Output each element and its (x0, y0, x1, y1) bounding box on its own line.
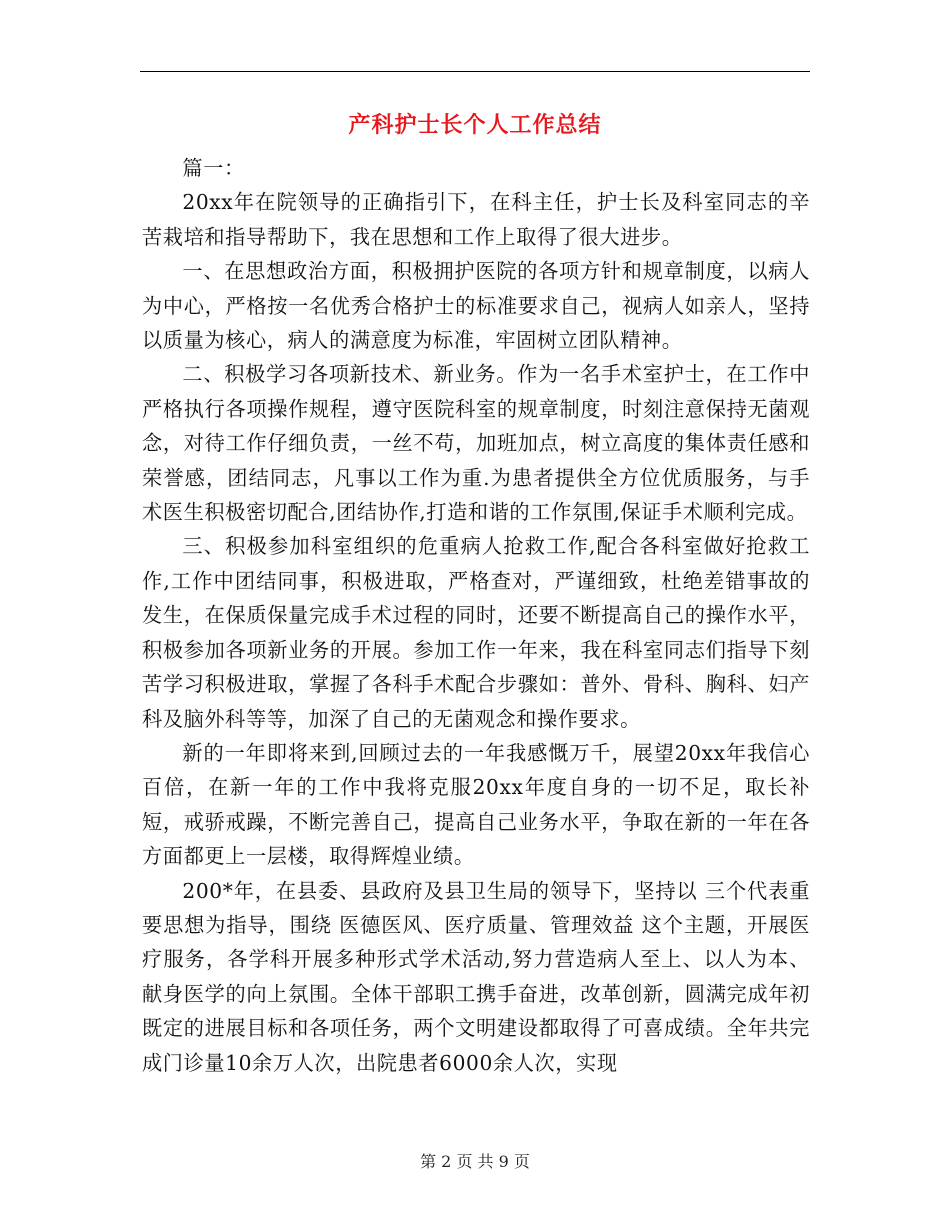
section-label: 篇一： (182, 156, 245, 180)
body-paragraph: 一、在思想政治方面，积极拥护医院的各项方针和规章制度，以病人为中心，严格按一名优秀合格护士的标准要求自己，视病人如亲人，坚持以质量为核心，病人的满意度为标准，牢固树立团队精神。 (142, 259, 810, 353)
body-paragraph: 20xx年在院领导的正确指引下，在科主任，护士长及科室同志的辛苦栽培和指导帮助下，我在思想和工作上取得了很大进步。 (142, 190, 810, 249)
body-paragraph: 新的一年即将来到,回顾过去的一年我感慨万千，展望20xx年我信心百倍，在新一年的工作中我将克服20xx年度自身的一切不足，取长补短，戒骄戒躁，不断完善自己，提高自己业务水平，争取在新的一年在各方面都更上一层楼，取得辉煌业绩。 (142, 740, 810, 869)
body-paragraph: 三、积极参加科室组织的危重病人抢救工作,配合各科室做好抢救工作,工作中团结同事，积极进取，严格查对，严谨细致，杜绝差错事故的发生，在保质保量完成手术过程的同时，还要不断提高自己的操作水平，积极参加各项新业务的开展。参加工作一年来，我在科室同志们指导下刻苦学习积极进取，掌握了各科手术配合步骤如：普外、骨科、胸科、妇产科及脑外科等等，加深了自己的无菌观念和操作要求。 (142, 534, 810, 731)
document-title: 产科护士长个人工作总结 (348, 113, 602, 138)
page-number: 第 2 页 共 9 页 (420, 1152, 530, 1171)
body-paragraph: 200*年，在县委、县政府及县卫生局的领导下，坚持以 三个代表重要思想为指导，围绕 医德医风、医疗质量、管理效益 这个主题，开展医疗服务，各学科开展多种形式学术活动,努力营造病人至上、以人为本、献身医学的向上氛围。全体干部职工携手奋进，改革创新，圆满完成年初既定的进展目标和各项任务，两个文明建设都取得了可喜成绩。全年共完成门诊量10余万人次，出院患者6000余人次，实现 (142, 878, 810, 1075)
document-body (142, 151, 810, 1080)
header-rule (140, 71, 810, 72)
body-paragraph: 二、积极学习各项新技术、新业务。作为一名手术室护士，在工作中严格执行各项操作规程，遵守医院科室的规章制度，时刻注意保持无菌观念，对待工作仔细负责，一丝不苟，加班加点，树立高度的集体责任感和荣誉感，团结同志，凡事以工作为重.为患者提供全方位优质服务，与手术医生积极密切配合,团结协作,打造和谐的工作氛围,保证手术顺利完成。 (142, 362, 810, 525)
